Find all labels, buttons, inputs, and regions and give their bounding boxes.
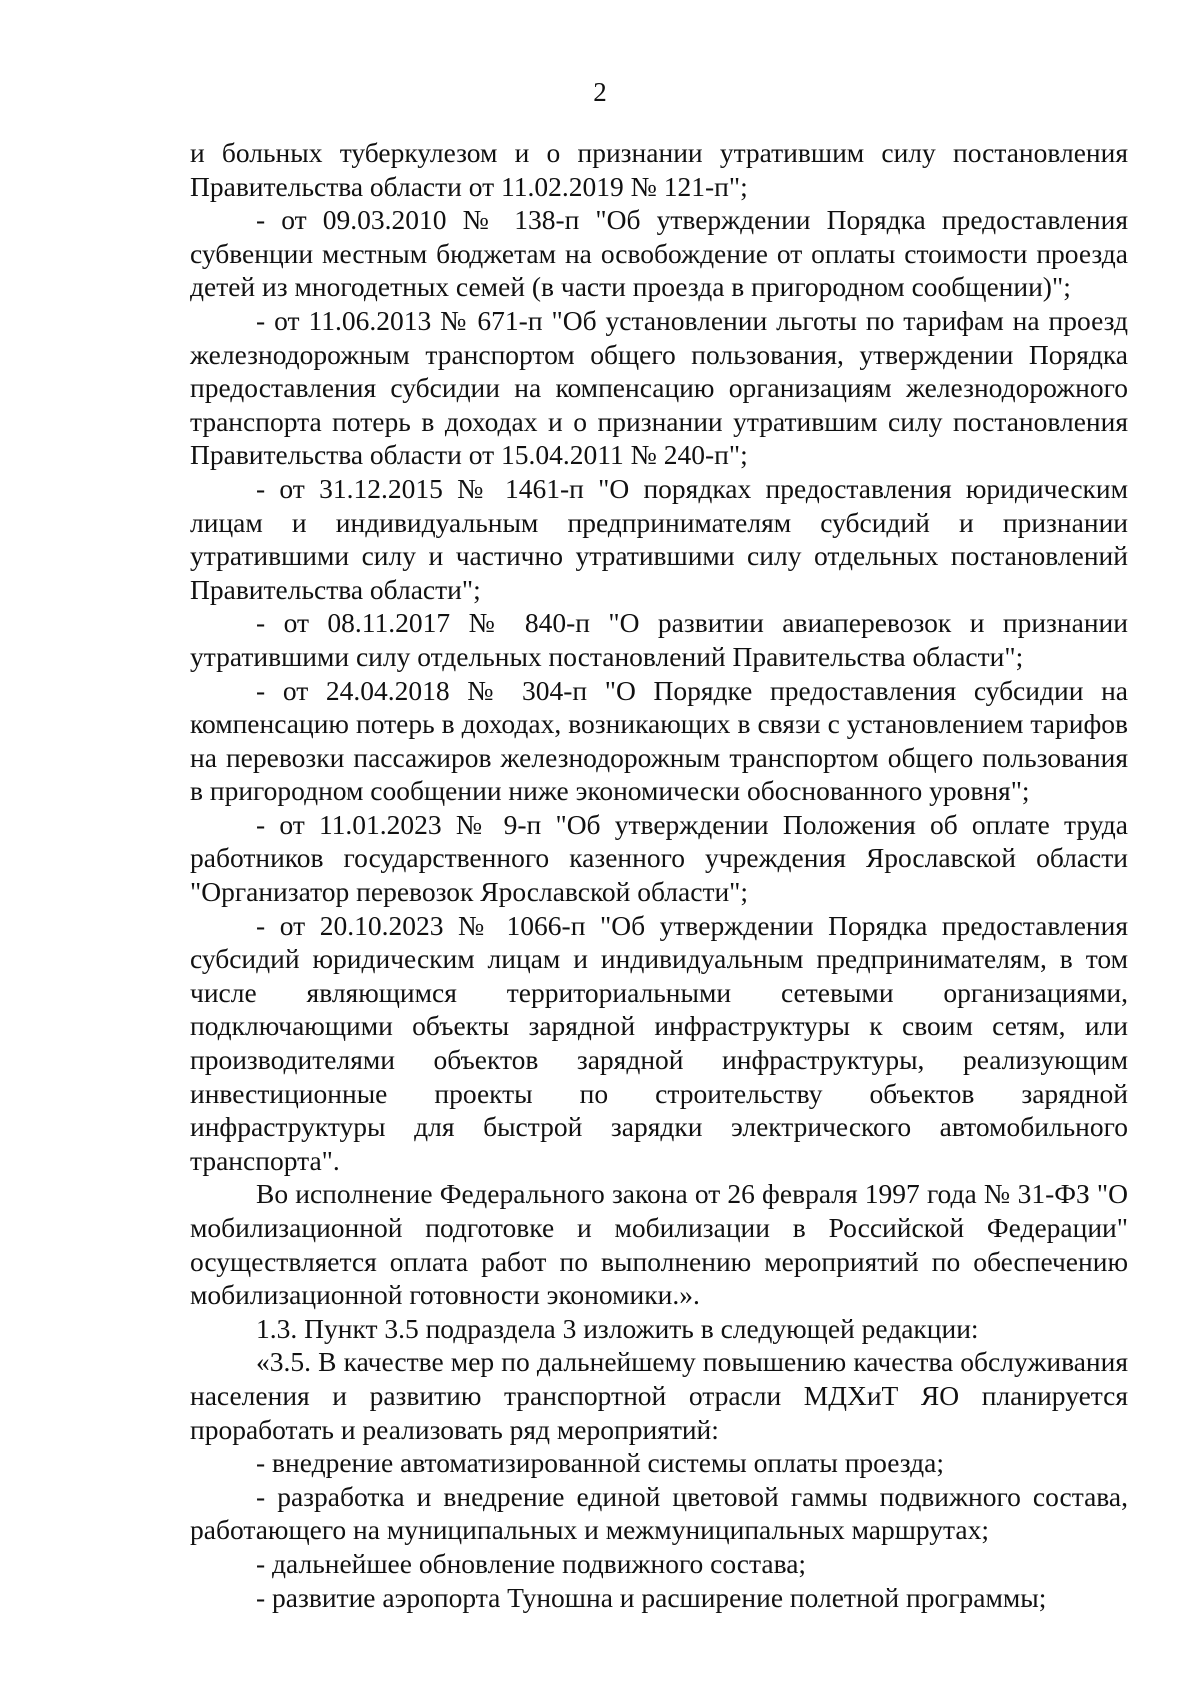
- list-item-airport-development: - развитие аэропорта Туношна и расширение полетной программы;: [256, 1581, 1047, 1613]
- list-item-payment-system: - внедрение автоматизированной системы оплаты проезда;: [256, 1447, 945, 1479]
- list-item-resolution-304: - от 24.04.2018 № 304-п "О Порядке предоставления субсидии на компенсацию потерь в доходах, возникающих в связи с установлением тарифов на перевозки пассажиров железнодорожным транспортом общего пользования в пригородном сообщении ниже экономически обоснованного уровня";: [190, 674, 1128, 807]
- list-item-fleet-renewal: - дальнейшее обновление подвижного состава;: [256, 1547, 807, 1579]
- list-item-resolution-9: - от 11.01.2023 № 9-п "Об утверждении Положения об оплате труда работников государственного казенного учреждения Ярославской области "Организатор перевозок Ярославской области";: [190, 808, 1128, 908]
- list-item-color-scheme: - разработка и внедрение единой цветовой гаммы подвижного состава, работающего на муниципальных и межмуниципальных маршрутах;: [190, 1480, 1128, 1546]
- document-body: [190, 136, 1128, 1614]
- list-item-resolution-671: - от 11.06.2013 № 671-п "Об установлении льготы по тарифам на проезд железнодорожным транспортом общего пользования, утверждении Порядка предоставления субсидии на компенсацию организациям железнодорожного транспорта потерь в доходах и о признании утратившим силу постановления Правительства области от 15.04.2011 № 240-п";: [190, 304, 1128, 471]
- list-item-resolution-138: - от 09.03.2010 № 138-п "Об утверждении Порядка предоставления субвенции местным бюджетам на освобождение от оплаты стоимости проезда детей из многодетных семей (в части проезда в пригородном сообщении)";: [190, 204, 1128, 303]
- list-item-resolution-1461: - от 31.12.2015 № 1461-п "О порядках предоставления юридическим лицам и индивидуальным предпринимателям субсидий и признании утратившими силу и частично утратившими силу отдельных постановлений Правительства области";: [190, 472, 1128, 605]
- paragraph-federal-law: Во исполнение Федерального закона от 26 февраля 1997 года № 31-ФЗ "О мобилизационной подготовке и мобилизации в Российской Федерации" осуществляется оплата работ по выполнению мероприятий по обеспечению мобилизационной готовности экономики.».: [190, 1178, 1128, 1311]
- paragraph-clause-3-5: «3.5. В качестве мер по дальнейшему повышению качества обслуживания населения и развитию транспортной отрасли МДХиТ ЯО планируется проработать и реализовать ряд мероприятий:: [190, 1346, 1128, 1445]
- list-item-resolution-1066: - от 20.10.2023 № 1066-п "Об утверждении Порядка предоставления субсидий юридическим лицам и индивидуальным предпринимателям, в том числе являющимся территориальными сетевыми организациями, подключающими объекты зарядной инфраструктуры к своим сетям, или производителями объектов зарядной инфраструктуры, реализующим инвестиционные проекты по строительству объектов зарядной инфраструктуры для быстрой зарядки электрического автомобильного транспорта".: [190, 909, 1128, 1176]
- paragraph-clause-1-3: 1.3. Пункт 3.5 подраздела 3 изложить в следующей редакции:: [256, 1312, 979, 1344]
- list-item-resolution-840: - от 08.11.2017 № 840-п "О развитии авиаперевозок и признании утратившими силу отдельных постановлений Правительства области";: [190, 607, 1128, 672]
- paragraph-continuation: и больных туберкулезом и о признании утратившим силу постановления Правительства области от 11.02.2019 № 121-п";: [190, 137, 1128, 202]
- page-number: 2: [593, 77, 607, 107]
